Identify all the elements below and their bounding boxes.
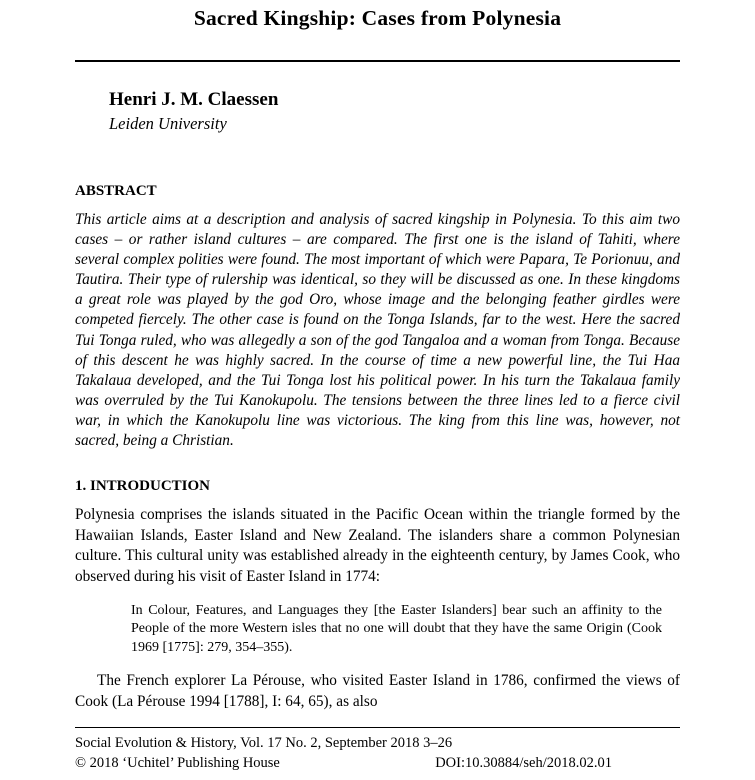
abstract-text: This article aims at a description and analysis of sacred kingship in Polynesia. To this aim two cases – or rather island cultures – are compared. The first one is the island of Tahiti, where several complex polities were found. The most important of which were Papara, Te Porionuu, and Tautira. Their type of rulership was identical, so they will be discussed as one. In these kingdoms a great role was played by the god Oro, whose image and the belonging feather girdles were competed fiercely. The other case is found on the Tonga Islands, far to the west. Here the sacred Tui Tonga ruled, who was allegedly a son of the god Tangaloa and a woman from Tonga. Because of this descent he was highly sacred. In the course of time a new powerful line, the Tui Haa Takalaua developed, and the Tui Tonga lost his political power. In his turn the Takalaua family was overruled by the Tui Kanokupolu. The tensions between the three lines led to a fierce civil war, in which the Kanokupolu line was victorious. The king from this line was, however, not sacred, being a Christian.: [75, 211, 680, 450]
abstract-heading: ABSTRACT: [75, 183, 157, 199]
block-quote: In Colour, Features, and Languages they [the Easter Islanders] bear such an affinity to the People of the more Western isles that no one will doubt that they have the same Origin (Cook 1969 [1775]: 279, 354–355).: [131, 602, 662, 655]
page-title: Sacred Kingship: Cases from Polynesia: [193, 6, 562, 30]
page-footer: [75, 727, 680, 772]
footer-bottom-row: [75, 754, 680, 772]
footer-doi: DOI:10.30884/seh/2018.02.01: [435, 755, 612, 771]
introduction-heading: 1. INTRODUCTION: [75, 478, 211, 495]
footer-citation: Social Evolution & History, Vol. 17 No. 2, September 2018 3–26: [75, 735, 453, 751]
title-divider: [75, 60, 680, 62]
introduction-paragraph-2: The French explorer La Pérouse, who visited Easter Island in 1786, confirmed the views of Cook (La Pérouse 1994 [1788], I: 64, 65), as also: [75, 672, 680, 710]
introduction-paragraph-1: Polynesia comprises the islands situated in the Pacific Ocean within the triangle formed by the Hawaiian Islands, Easter Island and New Zealand. The islanders share a common Polynesian culture. This cultural unity was established already in the eighteenth century, by James Cook, who observed during his visit of Easter Island in 1774:: [75, 506, 680, 585]
author-name: Henri J. M. Claessen: [109, 89, 279, 110]
author-affiliation: Leiden University: [109, 114, 227, 133]
footer-divider: [75, 727, 680, 728]
footer-copyright: © 2018 ‘Uchitel’ Publishing House: [75, 755, 280, 771]
